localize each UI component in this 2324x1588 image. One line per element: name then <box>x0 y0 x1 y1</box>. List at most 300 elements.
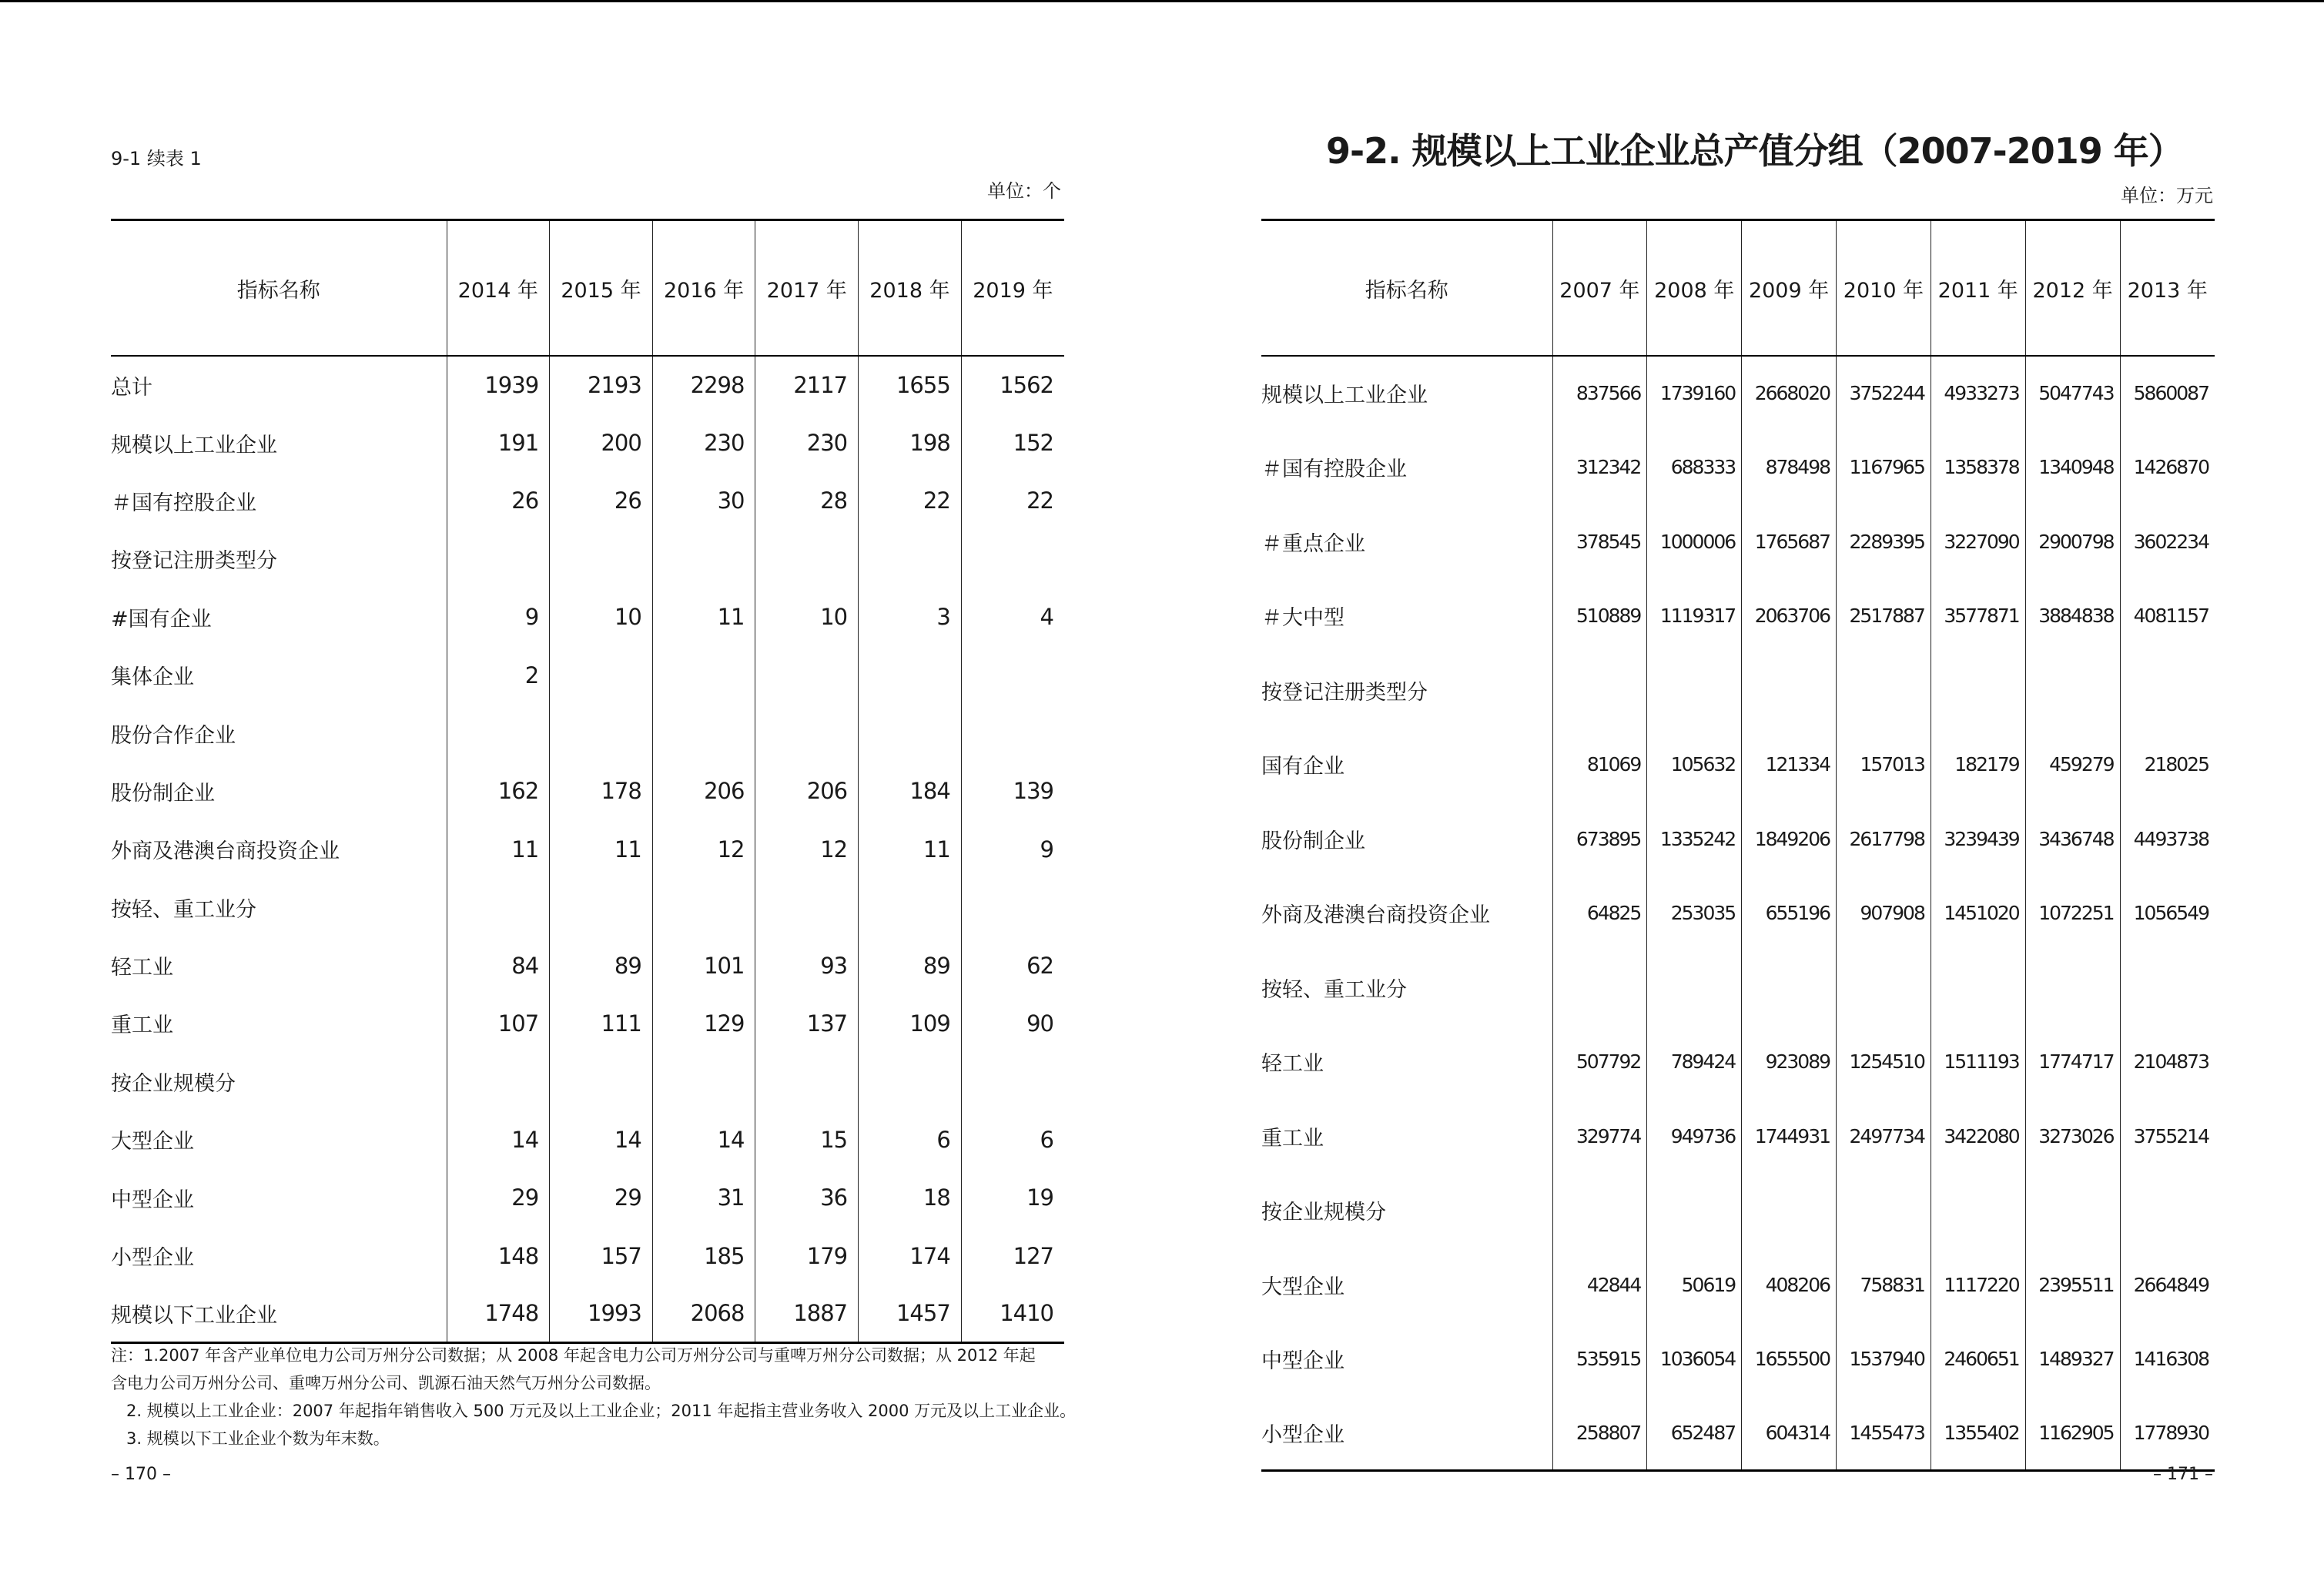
header-year: 2014 年 <box>447 220 550 357</box>
table-cell <box>859 530 962 588</box>
table-cell: 184 <box>859 762 962 820</box>
table-cell <box>1837 653 1931 728</box>
table-cell: 1849206 <box>1742 802 1837 876</box>
table-cell: 1739160 <box>1647 356 1742 431</box>
table-cell: 3422080 <box>1931 1099 2025 1174</box>
table-row <box>111 356 1064 414</box>
table-cell: 1117220 <box>1931 1248 2025 1322</box>
table-cell: 949736 <box>1647 1099 1742 1174</box>
table-cell: 12 <box>755 820 859 878</box>
left-data-table <box>111 219 1064 1344</box>
table-cell <box>2025 1174 2120 1248</box>
header-year: 2015 年 <box>550 220 653 357</box>
table-cell: 2117 <box>755 356 859 414</box>
table-cell: 2517887 <box>1837 579 1931 654</box>
table-cell <box>755 646 859 704</box>
table-cell: 1774717 <box>2025 1025 2120 1100</box>
table-row <box>1261 950 2215 1025</box>
table-cell: 89 <box>550 936 653 994</box>
table-cell: 1562 <box>961 356 1064 414</box>
table-cell: 923089 <box>1742 1025 1837 1100</box>
table-cell: 137 <box>755 994 859 1052</box>
table-cell <box>961 530 1064 588</box>
table-cell: 157 <box>550 1227 653 1285</box>
row-label: 规模以上工业企业 <box>111 433 277 457</box>
table-cell <box>550 1053 653 1111</box>
header-year: 2011 年 <box>1931 220 2025 357</box>
table-header-row <box>111 220 1064 357</box>
table-row <box>111 1227 1064 1285</box>
table-cell <box>755 1053 859 1111</box>
table-cell: 1451020 <box>1931 876 2025 951</box>
table-cell <box>447 879 550 936</box>
row-label: 重工业 <box>111 1013 173 1038</box>
table-cell: 4081157 <box>2120 579 2215 654</box>
header-indicator-name: 指标名称 <box>1261 220 1552 357</box>
header-year: 2019 年 <box>961 220 1064 357</box>
row-label: ＃大中型 <box>1261 606 1345 631</box>
header-year: 2018 年 <box>859 220 962 357</box>
table-cell: 2497734 <box>1837 1099 1931 1174</box>
table-row <box>111 936 1064 994</box>
table-row <box>1261 1174 2215 1248</box>
table-cell <box>1742 950 1837 1025</box>
table-cell: 1765687 <box>1742 504 1837 579</box>
row-label: #国有企业 <box>111 607 212 632</box>
table-cell: 12 <box>652 820 755 878</box>
row-label: 外商及港澳台商投资企业 <box>111 839 340 864</box>
table-cell: 2900798 <box>2025 504 2120 579</box>
table-cell: 2395511 <box>2025 1248 2120 1322</box>
table-cell: 93 <box>755 936 859 994</box>
table-cell: 14 <box>447 1111 550 1168</box>
table-cell <box>550 704 653 762</box>
table-cell: 2104873 <box>2120 1025 2215 1100</box>
header-year: 2007 年 <box>1552 220 1647 357</box>
table-cell: 258807 <box>1552 1396 1647 1471</box>
note-line: 2. 规模以上工业企业：2007 年起指年销售收入 500 万元及以上工业企业；2011 年起指主营业务收入 2000 万元及以上工业企业。 <box>126 1402 1077 1420</box>
table-cell: 15 <box>755 1111 859 1168</box>
table-cell: 101 <box>652 936 755 994</box>
table-cell: 459279 <box>2025 728 2120 802</box>
table-cell: 111 <box>550 994 653 1052</box>
table-cell: 109 <box>859 994 962 1052</box>
table-cell: 3 <box>859 588 962 646</box>
table-cell: 36 <box>755 1168 859 1226</box>
table-cell: 9 <box>447 588 550 646</box>
table-cell: 1036054 <box>1647 1322 1742 1397</box>
note-line: 注：1.2007 年含产业单位电力公司万州分公司数据；从 2008 年起含电力公司万州分公司与重啤万州分公司数据；从 2012 年起 <box>111 1346 1036 1365</box>
table-cell: 1416308 <box>2120 1322 2215 1397</box>
table-cell <box>961 1053 1064 1111</box>
table-cell: 2298 <box>652 356 755 414</box>
table-cell <box>550 879 653 936</box>
table-cell: 1655500 <box>1742 1322 1837 1397</box>
table-cell: 2617798 <box>1837 802 1931 876</box>
table-cell: 673895 <box>1552 802 1647 876</box>
table-cell <box>1931 1174 2025 1248</box>
row-label: 国有企业 <box>1261 755 1345 779</box>
table-cell <box>859 879 962 936</box>
page-number-left: – 170 – <box>111 1465 171 1484</box>
table-cell: 121334 <box>1742 728 1837 802</box>
table-cell: 14 <box>652 1111 755 1168</box>
table-cell: 3577871 <box>1931 579 2025 654</box>
table-cell: 1455473 <box>1837 1396 1931 1471</box>
table-cell: 312342 <box>1552 431 1647 505</box>
table-cell: 206 <box>652 762 755 820</box>
table-row <box>111 472 1064 530</box>
table-cell: 10 <box>755 588 859 646</box>
row-label: 小型企业 <box>111 1246 194 1271</box>
table-cell <box>859 646 962 704</box>
table-row <box>1261 1099 2215 1174</box>
table-cell: 129 <box>652 994 755 1052</box>
table-cell <box>1837 1174 1931 1248</box>
table-row <box>1261 1025 2215 1100</box>
table-cell: 837566 <box>1552 356 1647 431</box>
row-label: ＃国有控股企业 <box>111 491 256 515</box>
table-cell: 1744931 <box>1742 1099 1837 1174</box>
table-cell: 3755214 <box>2120 1099 2215 1174</box>
table-cell: 4 <box>961 588 1064 646</box>
header-year: 2013 年 <box>2120 220 2215 357</box>
table-row <box>111 1111 1064 1168</box>
table-cell: 179 <box>755 1227 859 1285</box>
row-label: 轻工业 <box>1261 1052 1324 1077</box>
table-cell <box>1742 653 1837 728</box>
table-cell <box>859 1053 962 1111</box>
table-cell <box>1647 1174 1742 1248</box>
table-cell: 2063706 <box>1742 579 1837 654</box>
table-row <box>111 704 1064 762</box>
table-cell <box>447 530 550 588</box>
table-cell: 178 <box>550 762 653 820</box>
table-cell: 107 <box>447 994 550 1052</box>
table-cell: 50619 <box>1647 1248 1742 1322</box>
table-cell: 157013 <box>1837 728 1931 802</box>
header-year: 2016 年 <box>652 220 755 357</box>
table-cell: 1072251 <box>2025 876 2120 951</box>
row-label: 股份合作企业 <box>111 723 236 748</box>
header-indicator-name: 指标名称 <box>111 220 447 357</box>
row-label: 集体企业 <box>111 665 194 690</box>
table-cell: 22 <box>859 472 962 530</box>
table-cell: 200 <box>550 414 653 471</box>
table-row <box>111 530 1064 588</box>
table-cell <box>1552 653 1647 728</box>
table-cell: 105632 <box>1647 728 1742 802</box>
table-cell: 1489327 <box>2025 1322 2120 1397</box>
table-cell: 510889 <box>1552 579 1647 654</box>
table-cell: 64825 <box>1552 876 1647 951</box>
table-cell: 182179 <box>1931 728 2025 802</box>
table-cell: 1355402 <box>1931 1396 2025 1471</box>
table-cell: 230 <box>755 414 859 471</box>
table-cell: 28 <box>755 472 859 530</box>
table-cell <box>652 1053 755 1111</box>
table-cell <box>447 704 550 762</box>
table-cell: 14 <box>550 1111 653 1168</box>
table-cell: 139 <box>961 762 1064 820</box>
header-year: 2010 年 <box>1837 220 1931 357</box>
table-cell: 1457 <box>859 1285 962 1342</box>
table-cell: 90 <box>961 994 1064 1052</box>
table-cell: 1119317 <box>1647 579 1742 654</box>
table-cell: 2289395 <box>1837 504 1931 579</box>
table-cell: 152 <box>961 414 1064 471</box>
table-cell: 329774 <box>1552 1099 1647 1174</box>
row-label: 按轻、重工业分 <box>111 897 256 922</box>
table-cell: 507792 <box>1552 1025 1647 1100</box>
table-cell: 127 <box>961 1227 1064 1285</box>
table-cell <box>1552 1174 1647 1248</box>
table-cell: 1655 <box>859 356 962 414</box>
table-row <box>111 879 1064 936</box>
row-label: 中型企业 <box>1261 1349 1345 1374</box>
table-cell: 6 <box>859 1111 962 1168</box>
table-cell: 2460651 <box>1931 1322 2025 1397</box>
table-cell: 230 <box>652 414 755 471</box>
row-label: 规模以下工业企业 <box>111 1303 277 1328</box>
table-cell: 11 <box>652 588 755 646</box>
header-year: 2008 年 <box>1647 220 1742 357</box>
table-cell: 89 <box>859 936 962 994</box>
table-cell: 1162905 <box>2025 1396 2120 1471</box>
table-cell <box>1647 653 1742 728</box>
table-cell: 162 <box>447 762 550 820</box>
table-cell: 3752244 <box>1837 356 1931 431</box>
table-row <box>111 994 1064 1052</box>
left-table-body <box>111 356 1064 1343</box>
table-cell <box>2120 653 2215 728</box>
table-cell: 604314 <box>1742 1396 1837 1471</box>
unit-label-left: 单位：个 <box>987 180 1061 202</box>
table-cell <box>961 704 1064 762</box>
table-cell: 29 <box>447 1168 550 1226</box>
table-cell: 10 <box>550 588 653 646</box>
table-row <box>1261 876 2215 951</box>
table-row <box>1261 356 2215 431</box>
table-cell: 1254510 <box>1837 1025 1931 1100</box>
table-cell <box>961 879 1064 936</box>
table-cell: 185 <box>652 1227 755 1285</box>
page-top-border <box>0 0 2324 2</box>
table-cell <box>961 646 1064 704</box>
table-row <box>111 820 1064 878</box>
row-label: ＃重点企业 <box>1261 531 1365 556</box>
row-label: 中型企业 <box>111 1188 194 1212</box>
table-cell: 3227090 <box>1931 504 2025 579</box>
table-cell: 6 <box>961 1111 1064 1168</box>
table-cell: 907908 <box>1837 876 1931 951</box>
table-cell: 11 <box>859 820 962 878</box>
table-cell: 408206 <box>1742 1248 1837 1322</box>
table-cell <box>755 704 859 762</box>
header-year: 2012 年 <box>2025 220 2120 357</box>
table-cell: 191 <box>447 414 550 471</box>
table-row <box>1261 1248 2215 1322</box>
table-cell: 19 <box>961 1168 1064 1226</box>
note-line: 含电力公司万州分公司、重啤万州分公司、凯源石油天然气万州分公司数据。 <box>111 1374 661 1392</box>
table-cell: 5860087 <box>2120 356 2215 431</box>
table-cell <box>1931 950 2025 1025</box>
table-cell: 378545 <box>1552 504 1647 579</box>
table-cell: 2193 <box>550 356 653 414</box>
row-label: 股份制企业 <box>1261 829 1365 853</box>
table-cell: 1511193 <box>1931 1025 2025 1100</box>
table-cell <box>1837 950 1931 1025</box>
table-cell: 2664849 <box>2120 1248 2215 1322</box>
table-cell: 1537940 <box>1837 1322 1931 1397</box>
table-cell <box>652 646 755 704</box>
header-year: 2009 年 <box>1742 220 1837 357</box>
table-cell: 878498 <box>1742 431 1837 505</box>
table-cell: 1748 <box>447 1285 550 1342</box>
page-title: 9-2. 规模以上工业企业总产值分组（2007-2019 年） <box>1326 130 2183 172</box>
table-cell: 253035 <box>1647 876 1742 951</box>
table-cell: 1167965 <box>1837 431 1931 505</box>
table-cell <box>2120 1174 2215 1248</box>
row-label: 轻工业 <box>111 956 173 980</box>
table-cell <box>2120 950 2215 1025</box>
table-row <box>111 414 1064 471</box>
row-label: ＃国有控股企业 <box>1261 457 1407 482</box>
table-cell: 2068 <box>652 1285 755 1342</box>
table-cell: 2 <box>447 646 550 704</box>
table-cell: 655196 <box>1742 876 1837 951</box>
table-cell: 1939 <box>447 356 550 414</box>
row-label: 按轻、重工业分 <box>1261 977 1407 1002</box>
table-cell: 5047743 <box>2025 356 2120 431</box>
table-row <box>1261 653 2215 728</box>
table-cell: 22 <box>961 472 1064 530</box>
table-cell <box>1647 950 1742 1025</box>
row-label: 股份制企业 <box>111 781 215 806</box>
table-cell: 688333 <box>1647 431 1742 505</box>
table-cell: 9 <box>961 820 1064 878</box>
table-cell: 18 <box>859 1168 962 1226</box>
row-label: 外商及港澳台商投资企业 <box>1261 903 1490 928</box>
table-cell: 1410 <box>961 1285 1064 1342</box>
table-row <box>111 588 1064 646</box>
table-cell <box>1931 653 2025 728</box>
table-row <box>1261 1396 2215 1471</box>
unit-label-right: 单位：万元 <box>2121 185 2213 206</box>
table-cell <box>550 646 653 704</box>
table-cell <box>652 530 755 588</box>
table-cell <box>2025 950 2120 1025</box>
table-cell: 3273026 <box>2025 1099 2120 1174</box>
table-row <box>111 1168 1064 1226</box>
table-cell: 84 <box>447 936 550 994</box>
table-cell: 29 <box>550 1168 653 1226</box>
table-cell <box>652 879 755 936</box>
table-row <box>1261 802 2215 876</box>
table-cell: 1335242 <box>1647 802 1742 876</box>
table-cell <box>1742 1174 1837 1248</box>
table-row <box>111 762 1064 820</box>
right-table-body <box>1261 356 2215 1471</box>
table-cell <box>859 704 962 762</box>
table-cell: 535915 <box>1552 1322 1647 1397</box>
table-cell: 789424 <box>1647 1025 1742 1100</box>
table-cell: 2668020 <box>1742 356 1837 431</box>
table-cell: 81069 <box>1552 728 1647 802</box>
table-cell: 3239439 <box>1931 802 2025 876</box>
table-row <box>1261 504 2215 579</box>
table-notes <box>111 1342 1077 1452</box>
table-cell: 1000006 <box>1647 504 1742 579</box>
row-label: 按企业规模分 <box>1261 1201 1386 1225</box>
page-number-right: – 171 – <box>2153 1465 2213 1484</box>
row-label: 按登记注册类型分 <box>111 549 277 574</box>
table-row <box>111 1285 1064 1342</box>
table-header-row <box>1261 220 2215 357</box>
table-cell: 30 <box>652 472 755 530</box>
table-row <box>1261 1322 2215 1397</box>
table-cell: 198 <box>859 414 962 471</box>
table-cell: 1993 <box>550 1285 653 1342</box>
row-label: 小型企业 <box>1261 1423 1345 1447</box>
table-cell <box>550 530 653 588</box>
row-label: 重工业 <box>1261 1126 1324 1151</box>
table-cell: 42844 <box>1552 1248 1647 1322</box>
table-cell <box>2025 653 2120 728</box>
table-cell <box>755 530 859 588</box>
table-cell: 174 <box>859 1227 962 1285</box>
table-row <box>1261 728 2215 802</box>
table-cell <box>1552 950 1647 1025</box>
note-line: 3. 规模以下工业企业个数为年末数。 <box>126 1429 390 1448</box>
header-year: 2017 年 <box>755 220 859 357</box>
table-row <box>1261 579 2215 654</box>
table-cell: 206 <box>755 762 859 820</box>
table-cell: 1340948 <box>2025 431 2120 505</box>
table-cell <box>755 879 859 936</box>
row-label: 大型企业 <box>111 1130 194 1154</box>
table-row <box>1261 431 2215 505</box>
right-data-table <box>1261 219 2215 1472</box>
row-label: 按企业规模分 <box>111 1071 236 1096</box>
table-cell: 3602234 <box>2120 504 2215 579</box>
table-cell: 4493738 <box>2120 802 2215 876</box>
table-cell: 1056549 <box>2120 876 2215 951</box>
row-label: 按登记注册类型分 <box>1261 680 1428 705</box>
row-label: 规模以上工业企业 <box>1261 384 1428 408</box>
table-row <box>111 646 1064 704</box>
table-cell: 3884838 <box>2025 579 2120 654</box>
table-cell: 758831 <box>1837 1248 1931 1322</box>
table-cell: 3436748 <box>2025 802 2120 876</box>
table-cell: 1358378 <box>1931 431 2025 505</box>
table-cell: 26 <box>447 472 550 530</box>
table-cell: 62 <box>961 936 1064 994</box>
table-cell <box>652 704 755 762</box>
table-cell <box>447 1053 550 1111</box>
table-cell: 652487 <box>1647 1396 1742 1471</box>
continuation-title: 9-1 续表 1 <box>111 148 202 169</box>
table-cell: 1778930 <box>2120 1396 2215 1471</box>
table-cell: 218025 <box>2120 728 2215 802</box>
table-cell: 4933273 <box>1931 356 2025 431</box>
table-cell: 1887 <box>755 1285 859 1342</box>
row-label: 总计 <box>111 375 152 400</box>
table-cell: 31 <box>652 1168 755 1226</box>
table-cell: 148 <box>447 1227 550 1285</box>
table-cell: 26 <box>550 472 653 530</box>
table-cell: 1426870 <box>2120 431 2215 505</box>
